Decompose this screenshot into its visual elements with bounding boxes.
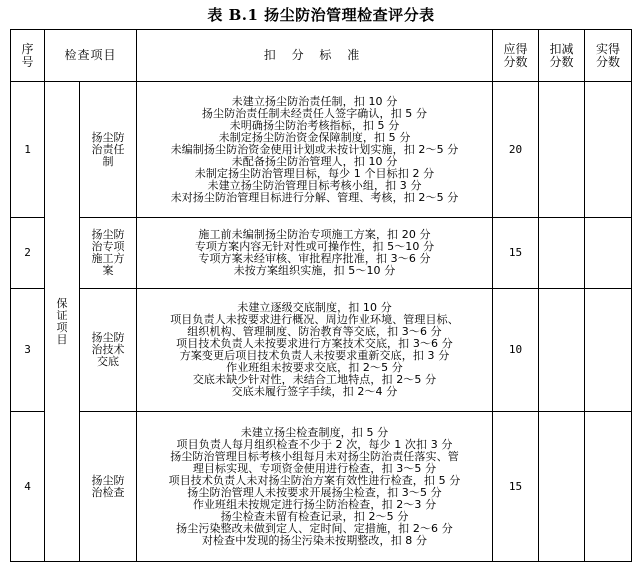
criteria-line: 扬尘检查未留有检查记录，扣 2～5 分 [220, 509, 409, 523]
header-item [45, 30, 137, 82]
header-full-score-line1: 应得 [503, 41, 528, 56]
category-char: 保 [56, 296, 68, 310]
row-criteria [137, 82, 493, 218]
row-full-score: 20 [493, 82, 539, 218]
item-line: 扬尘防 [91, 331, 125, 344]
row-actual-score[interactable] [585, 289, 632, 412]
criteria-line: 未明确扬尘防治考核指标，扣 5 分 [229, 118, 400, 132]
row-criteria [137, 289, 493, 412]
header-deduct [539, 30, 585, 82]
header-criteria [137, 30, 493, 82]
row-criteria [137, 218, 493, 289]
criteria-line: 项目技术负责人未按要求进行方案技术交底，扣 3～6 分 [176, 337, 453, 350]
row-actual-score[interactable] [585, 82, 632, 218]
criteria-line: 作业班组未按要求交底，扣 2～5 分 [226, 361, 403, 374]
category-char: 项 [56, 320, 68, 334]
header-seq-line2: 号 [21, 54, 34, 69]
item-line: 案 [102, 264, 114, 277]
criteria-line: 对检查中发现的扬尘污染未按期整改，扣 8 分 [201, 533, 428, 547]
row-deduct-score[interactable] [539, 218, 585, 289]
header-actual-line1: 实得 [596, 41, 621, 56]
criteria-line: 扬尘防治管理人未按要求开展扬尘检查，扣 3～5 分 [187, 485, 442, 499]
criteria-line: 未对扬尘防治管理目标进行分解、管理、考核，扣 2～5 分 [170, 190, 459, 204]
table-row [11, 218, 632, 289]
row-deduct-score[interactable] [539, 289, 585, 412]
criteria-line: 未制定扬尘防治管理目标，每少 1 个目标扣 2 分 [194, 166, 435, 180]
criteria-line: 未按方案组织实施，扣 5～10 分 [233, 264, 396, 277]
category-char: 证 [56, 308, 68, 322]
criteria-line: 未建立扬尘检查制度，扣 5 分 [240, 425, 389, 439]
criteria-line: 施工前未编制扬尘防治专项施工方案，扣 20 分 [198, 228, 431, 241]
criteria-line: 未制定扬尘防治资金保障制度，扣 5 分 [218, 130, 411, 144]
table-row [11, 412, 632, 562]
item-line: 交底 [97, 355, 119, 368]
row-seq: 3 [11, 289, 45, 412]
header-criteria-label: 扣 分 标 准 [263, 48, 366, 62]
item-line: 治责任 [91, 142, 125, 156]
header-actual [585, 30, 632, 82]
row-seq: 4 [11, 412, 45, 562]
criteria-line: 交底未缺少针对性，未结合工地特点，扣 2～5 分 [192, 373, 437, 386]
item-line: 扬尘防 [91, 473, 125, 487]
row-criteria [137, 412, 493, 562]
header-deduct-line1: 扣减 [549, 41, 574, 56]
score-table [10, 29, 632, 562]
header-full-score-line2: 分数 [503, 54, 528, 69]
header-item-label: 检查项目 [64, 48, 117, 62]
item-line: 制 [102, 154, 114, 168]
criteria-line: 未建立扬尘防治责任制，扣 10 分 [231, 94, 398, 108]
table-row [11, 289, 632, 412]
criteria-line: 组织机构、管理制度、防治教育等交底，扣 3～6 分 [187, 325, 442, 338]
criteria-line: 理目标实现、专项资金使用进行检查，扣 3～5 分 [192, 461, 437, 475]
item-line: 治专项 [91, 240, 125, 253]
criteria-line: 作业班组未按规定进行扬尘防治检查，扣 2～3 分 [192, 497, 437, 511]
row-deduct-score[interactable] [539, 412, 585, 562]
row-item [80, 218, 137, 289]
criteria-line: 未编制扬尘防治资金使用计划或未按计划实施，扣 2～5 分 [170, 142, 459, 156]
table-title: 表 B.1 扬尘防治管理检查评分表 [207, 6, 435, 24]
criteria-line: 未建立逐级交底制度，扣 10 分 [237, 301, 392, 314]
criteria-line: 扬尘防治管理目标考核小组每月未对扬尘防治责任落实、管 [170, 449, 459, 463]
criteria-line: 专项方案内容无针对性或可操作性，扣 5～10 分 [194, 240, 435, 253]
category-char: 目 [56, 332, 68, 346]
criteria-line: 专项方案未经审核、审批程序批准，扣 3～6 分 [198, 252, 431, 265]
item-line: 扬尘防 [91, 130, 125, 144]
row-full-score: 15 [493, 412, 539, 562]
row-seq: 1 [11, 82, 45, 218]
row-full-score: 15 [493, 218, 539, 289]
header-full-score [493, 30, 539, 82]
criteria-line: 未建立扬尘防治管理目标考核小组，扣 3 分 [207, 178, 422, 192]
header-seq [11, 30, 45, 82]
row-actual-score[interactable] [585, 218, 632, 289]
table-row [11, 82, 632, 218]
header-deduct-line2: 分数 [549, 54, 574, 69]
row-full-score: 10 [493, 289, 539, 412]
criteria-line: 未配备扬尘防治管理人，扣 10 分 [231, 154, 398, 168]
criteria-line: 项目负责人每月组织检查不少于 2 次，每少 1 次扣 3 分 [176, 437, 453, 451]
row-item [80, 289, 137, 412]
category-cell [45, 82, 80, 562]
item-line: 治技术 [91, 343, 125, 356]
criteria-line: 项目技术负责人未对扬尘防治方案有效性进行检查，扣 5 分 [168, 473, 461, 487]
header-row [11, 30, 632, 82]
item-line: 施工方 [91, 252, 125, 265]
item-line: 治检查 [91, 485, 125, 499]
criteria-line: 扬尘防治责任制未经责任人签字确认，扣 5 分 [201, 106, 428, 120]
criteria-line: 方案变更后项目技术负责人未按要求重新交底，扣 3 分 [179, 349, 450, 362]
item-line: 扬尘防 [91, 228, 125, 241]
row-item [80, 82, 137, 218]
row-deduct-score[interactable] [539, 82, 585, 218]
header-actual-line2: 分数 [596, 54, 621, 69]
row-seq: 2 [11, 218, 45, 289]
header-seq-line1: 序 [21, 41, 34, 56]
row-actual-score[interactable] [585, 412, 632, 562]
criteria-line: 交底未履行签字手续，扣 2～4 分 [231, 385, 398, 398]
row-item [80, 412, 137, 562]
criteria-line: 项目负责人未按要求进行概况、周边作业环境、管理目标、 [170, 313, 459, 326]
criteria-line: 扬尘污染整改未做到定人、定时间、定措施，扣 2～6 分 [176, 521, 453, 535]
